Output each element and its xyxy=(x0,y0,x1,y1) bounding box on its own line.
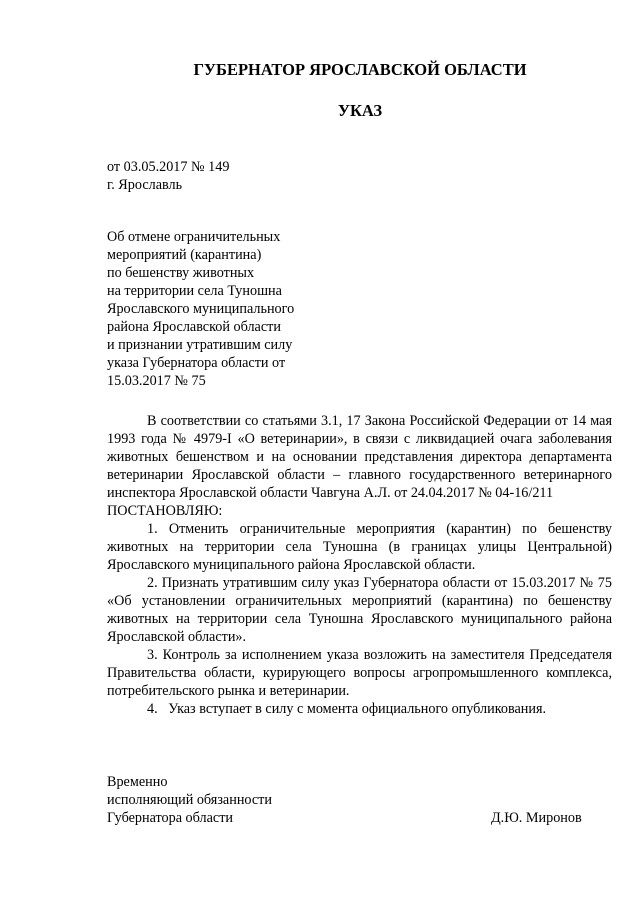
subject-line: указа Губернатора области от xyxy=(107,355,286,371)
document-type: УКАЗ xyxy=(337,101,383,120)
subject-line: 15.03.2017 № 75 xyxy=(107,373,206,389)
position-line: исполняющий обязанности xyxy=(107,792,272,808)
decree-item: 2. Признать утратившим силу указ Губернатора области от 15.03.2017 № 75 «Об установлении ограничительных мероприятий (карантина) по бешенству животных на территории села Туношна Ярославского муниципального района Ярославской области». xyxy=(107,575,612,645)
decree-word: ПОСТАНОВЛЯЮ: xyxy=(107,503,223,519)
subject-line: и признании утратившим силу xyxy=(107,337,293,353)
preamble-paragraph: В соответствии со статьями 3.1, 17 Закона Российской Федерации от 14 мая 1993 года № 4979-I «О ветеринарии», в связи с ликвидацией очага заболевания животных бешенством и на основании представления директора департамента ветеринарии Ярославской области – главного государственного ветеринарного инспектора Ярославской области Чавгуна А.Л. от 24.04.2017 № 04-16/211 xyxy=(107,413,612,501)
subject-line: Об отмене ограничительных xyxy=(107,229,281,245)
position-line: Временно xyxy=(107,774,168,790)
subject-line: Ярославского муниципального xyxy=(107,301,295,317)
decree-item: 4. Указ вступает в силу с момента официального опубликования. xyxy=(147,701,547,717)
subject-line: мероприятий (карантина) xyxy=(107,247,262,263)
decree-item: 1. Отменить ограничительные мероприятия (карантин) по бешенству животных на территории села Туношна (в границах улицы Центральной) Ярославского муниципального района Ярославской области. xyxy=(107,521,612,573)
subject-line: по бешенству животных xyxy=(107,265,255,281)
subject-line: района Ярославской области xyxy=(107,319,281,335)
signatory-position xyxy=(107,773,272,827)
decree-item: 3. Контроль за исполнением указа возложить на заместителя Председателя Правительства области, курирующего вопросы агропромышленного комплекса, потребительского рынка и ветеринарии. xyxy=(107,647,612,699)
place-of-issue: г. Ярославль xyxy=(107,177,183,193)
signatory-name: Д.Ю. Миронов xyxy=(491,810,582,826)
subject-line: на территории села Туношна xyxy=(107,283,282,299)
position-line: Губернатора области xyxy=(107,810,233,826)
issuer-title: ГУБЕРНАТОР ЯРОСЛАВСКОЙ ОБЛАСТИ xyxy=(193,60,527,79)
date-number-line: от 03.05.2017 № 149 xyxy=(107,159,230,175)
document-subject xyxy=(107,228,367,390)
document-body xyxy=(107,412,612,718)
